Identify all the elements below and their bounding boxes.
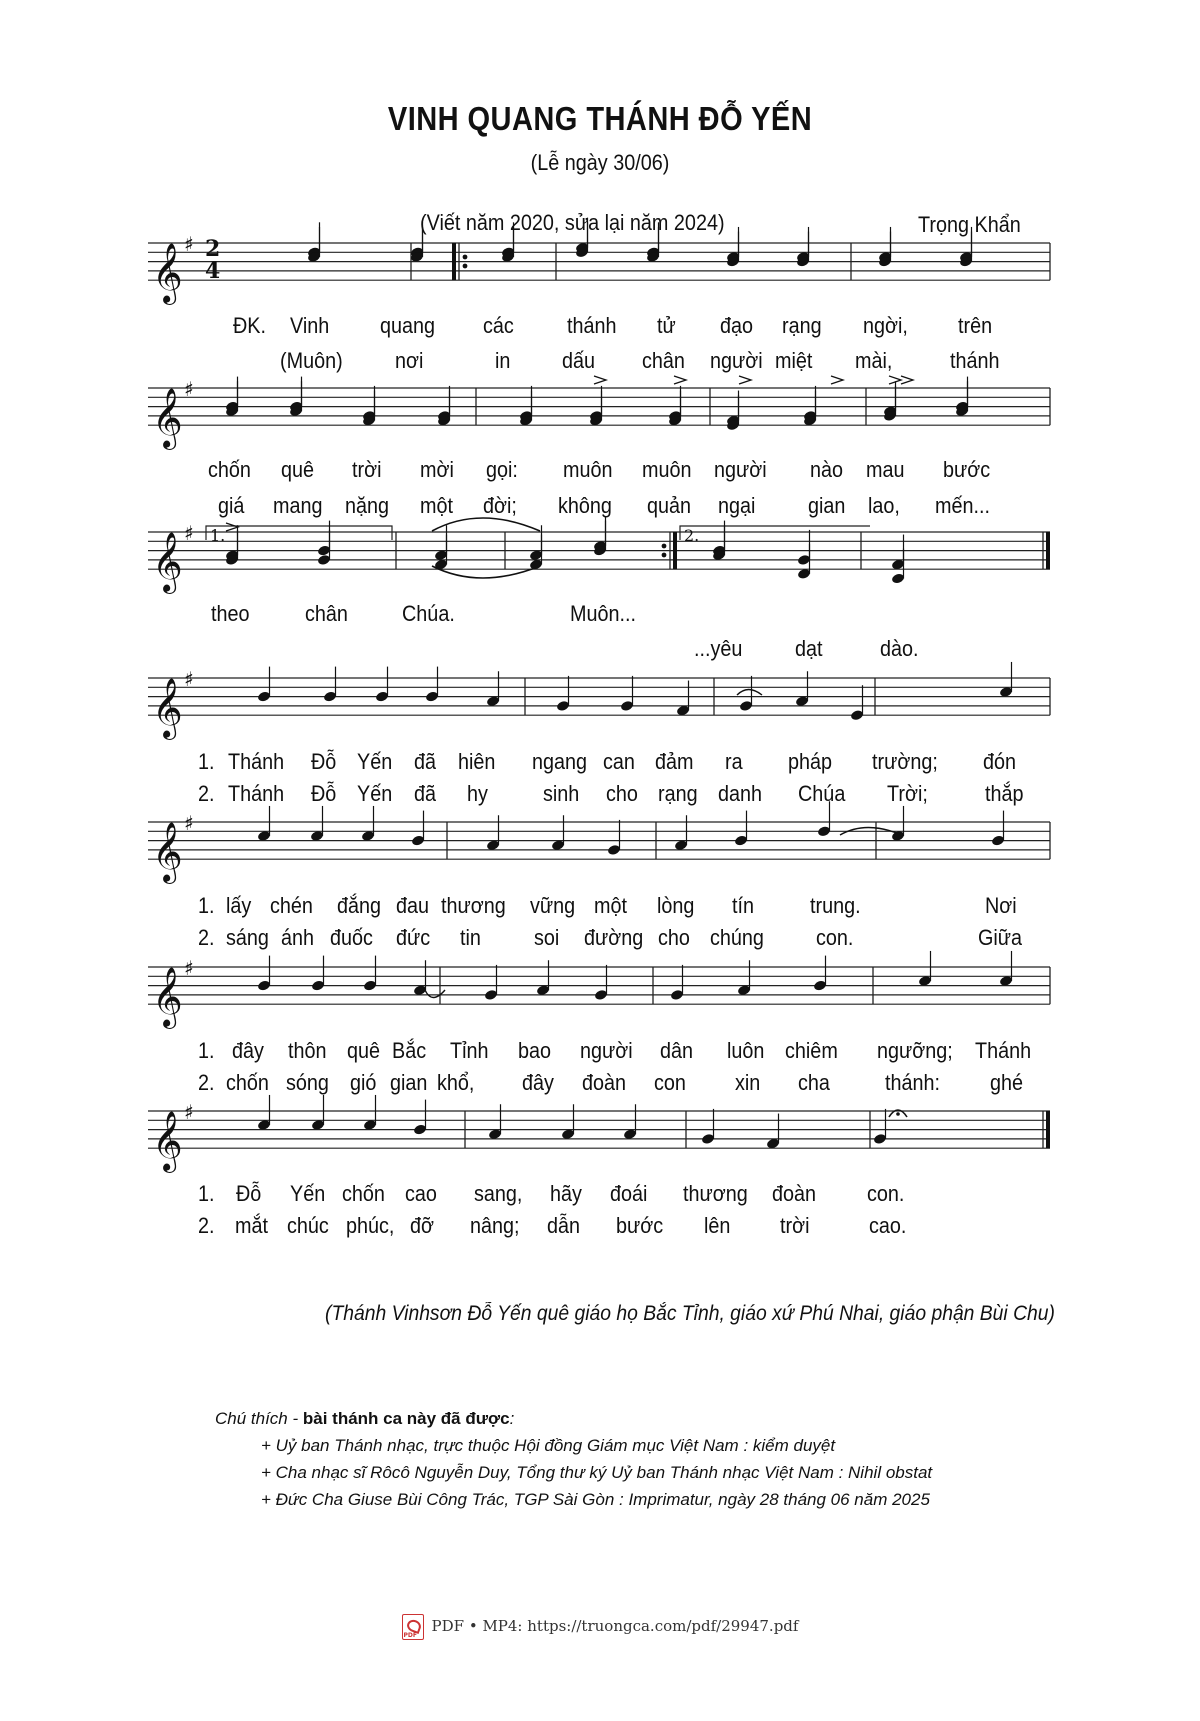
volta-2-label: 2. — [684, 526, 700, 545]
composer-name: Trọng Khẩn — [918, 212, 1021, 237]
lyric-word: sáng — [226, 925, 269, 950]
lyric-word: cao. — [869, 1213, 907, 1238]
lyric-word: 2. — [198, 781, 215, 806]
notes-label-bold: bài thánh ca này đã được — [302, 1409, 510, 1428]
accent-mark — [226, 523, 238, 531]
lyric-line — [0, 893, 1200, 923]
lyric-word: đạo — [720, 313, 754, 338]
lyric-word: Chúa. — [402, 601, 455, 626]
lyric-word: giá — [218, 493, 245, 518]
lyric-word: muôn — [563, 457, 613, 482]
lyric-word: thánh — [950, 348, 1000, 373]
lyric-word: cho — [606, 781, 638, 806]
lyric-line — [0, 925, 1200, 955]
lyric-word: đường — [584, 925, 644, 950]
lyric-word: trường; — [872, 749, 938, 774]
lyric-word: muôn — [642, 457, 692, 482]
lyric-word: nơi — [395, 348, 424, 373]
lyric-word: bước — [616, 1213, 664, 1238]
final-barline — [1046, 1111, 1050, 1148]
lyric-word: 2. — [198, 1070, 215, 1095]
lyric-word: đoàn — [772, 1181, 817, 1206]
lyric-word: sóng — [286, 1070, 329, 1095]
lyric-word: tin — [460, 925, 481, 950]
lyric-word: Nơi — [985, 893, 1017, 918]
lyric-word: đã — [414, 749, 437, 774]
lyric-line — [0, 1213, 1200, 1243]
lyric-word: quản — [647, 493, 692, 518]
treble-clef-icon: 𝄞 — [152, 678, 183, 739]
approval-item: + Uỷ ban Thánh nhạc, trực thuộc Hội đồng Giám mục Việt Nam : kiểm duyệt — [261, 1436, 836, 1455]
lyric-word: gọi: — [486, 457, 518, 482]
sharp-icon: ♯ — [184, 521, 194, 545]
lyric-word: ...yêu — [694, 636, 743, 661]
lyric-word: lòng — [657, 893, 695, 918]
lyric-word: ánh — [281, 925, 315, 950]
lyric-word: Thánh — [228, 781, 285, 806]
notes-heading — [215, 1405, 932, 1432]
lyric-word: thương — [441, 893, 506, 918]
approval-item: + Cha nhạc sĩ Rôcô Nguyễn Duy, Tổng thư ký Uỷ ban Thánh nhạc Việt Nam : Nihil obstat — [261, 1463, 933, 1482]
repeat-dot — [662, 553, 667, 558]
footer-text[interactable]: PDF • MP4: https://truongca.com/pdf/29947.pdf — [431, 1617, 799, 1635]
lyric-word: hy — [467, 781, 488, 806]
notes-label-end: : — [509, 1409, 515, 1428]
lyric-word: 1. — [198, 749, 215, 774]
lyric-word: 1. — [198, 1038, 215, 1063]
lyric-word: lao, — [868, 493, 900, 518]
treble-clef-icon: 𝄞 — [152, 967, 183, 1028]
lyric-word: Đỗ — [311, 781, 337, 806]
lyric-word: Đỗ — [236, 1181, 262, 1206]
lyric-word: in — [495, 348, 511, 373]
lyric-word: ghé — [990, 1070, 1024, 1095]
lyric-word: cao — [405, 1181, 437, 1206]
lyric-word: đuốc — [330, 925, 373, 950]
lyric-word: nào — [810, 457, 844, 482]
treble-clef-icon: 𝄞 — [152, 1111, 183, 1172]
lyric-word: đảm — [655, 749, 694, 774]
repeat-dot — [463, 264, 468, 269]
lyric-word: mời — [420, 457, 454, 482]
pdf-icon — [402, 1614, 424, 1640]
time-signature-top: 2 — [205, 236, 221, 262]
lyric-word: Tỉnh — [450, 1038, 489, 1063]
lyric-word: trời — [352, 457, 382, 482]
lyric-word: Thánh — [975, 1038, 1032, 1063]
lyric-word: chân — [305, 601, 348, 626]
lyric-word: can — [603, 749, 635, 774]
lyric-word: miệt — [775, 348, 813, 373]
lyric-word: Đỗ — [311, 749, 337, 774]
lyric-word: chúc — [287, 1213, 329, 1238]
lyric-line — [0, 348, 1200, 378]
lyric-word: hãy — [550, 1181, 582, 1206]
lyric-word: mài, — [855, 348, 893, 373]
lyric-word: ĐK. — [233, 313, 267, 338]
lyric-word: ngưỡng; — [877, 1038, 953, 1063]
lyric-word: Trời; — [887, 781, 928, 806]
sharp-icon: ♯ — [184, 811, 194, 835]
lyric-word: khổ, — [437, 1070, 475, 1095]
lyric-word: nặng — [345, 493, 390, 518]
treble-clef-icon: 𝄞 — [152, 388, 183, 449]
lyric-word: mến... — [935, 493, 991, 518]
lyric-word: con. — [816, 925, 854, 950]
lyric-word: trời — [780, 1213, 810, 1238]
lyric-word: người — [714, 457, 767, 482]
lyric-word: dấu — [562, 348, 596, 373]
lyric-line — [0, 601, 1200, 631]
lyric-line — [0, 313, 1200, 343]
lyric-word: tử — [657, 313, 676, 338]
lyric-word: người — [710, 348, 763, 373]
lyric-word: đón — [983, 749, 1017, 774]
time-signature-bottom: 4 — [205, 258, 221, 284]
lyric-word: rạng — [658, 781, 698, 806]
lyric-word: dân — [660, 1038, 694, 1063]
lyric-word: Yến — [357, 749, 393, 774]
lyric-word: nâng; — [470, 1213, 520, 1238]
footer-link[interactable] — [0, 1614, 1200, 1640]
lyric-word: trên — [958, 313, 993, 338]
lyric-word: mắt — [235, 1213, 269, 1238]
lyric-line — [0, 1038, 1200, 1068]
lyric-word: trung. — [810, 893, 861, 918]
notes-label: Chú thích - — [215, 1409, 303, 1428]
lyric-line — [0, 1181, 1200, 1211]
lyric-word: đoái — [610, 1181, 648, 1206]
lyric-word: đắng — [337, 893, 382, 918]
lyric-word: dào. — [880, 636, 919, 661]
lyric-word: mang — [273, 493, 323, 518]
lyric-word: thắp — [985, 781, 1024, 806]
lyric-word: đau — [396, 893, 430, 918]
lyric-word: chốn — [226, 1070, 269, 1095]
lyric-word: chiêm — [785, 1038, 838, 1063]
lyric-word: đức — [396, 925, 431, 950]
lyric-word: theo — [211, 601, 250, 626]
lyric-word: chốn — [208, 457, 251, 482]
lyric-word: mau — [866, 457, 905, 482]
lyric-word: chén — [270, 893, 313, 918]
lyric-word: 2. — [198, 925, 215, 950]
lyric-word: 2. — [198, 1213, 215, 1238]
lyric-word: Bắc — [392, 1038, 427, 1063]
tie — [432, 566, 540, 578]
volta-2-bracket — [680, 526, 870, 540]
lyric-word: Yến — [290, 1181, 326, 1206]
slur — [737, 690, 762, 696]
saint-footnote: (Thánh Vinhsơn Đỗ Yến quê giáo họ Bắc Tỉnh, giáo xứ Phú Nhai, giáo phận Bùi Chu) — [325, 1302, 1055, 1325]
lyric-word: xin — [735, 1070, 761, 1095]
lyric-line — [0, 457, 1200, 487]
lyric-line — [0, 749, 1200, 779]
lyric-word: chân — [642, 348, 685, 373]
lyric-line — [0, 1070, 1200, 1100]
lyric-word: một — [594, 893, 628, 918]
lyric-word: bao — [518, 1038, 552, 1063]
lyric-word: thương — [683, 1181, 748, 1206]
lyric-word: lên — [704, 1213, 731, 1238]
sharp-icon: ♯ — [184, 1100, 194, 1124]
lyric-word: các — [483, 313, 514, 338]
lyric-word: quê — [281, 457, 315, 482]
lyric-word: một — [420, 493, 454, 518]
lyric-word: không — [558, 493, 612, 518]
lyric-word: chúng — [710, 925, 764, 950]
volta-1-label: 1. — [210, 526, 226, 545]
lyric-word: rạng — [782, 313, 822, 338]
lyric-word: quê — [347, 1038, 381, 1063]
lyric-word: ngang — [532, 749, 588, 774]
lyric-word: vững — [530, 893, 576, 918]
lyric-word: luôn — [727, 1038, 765, 1063]
lyric-word: đây — [232, 1038, 264, 1063]
written-note: (Viết năm 2020, sửa lại năm 2024) — [420, 210, 725, 235]
lyric-word: Giữa — [978, 925, 1023, 950]
lyric-word: lấy — [226, 893, 252, 918]
feast-date: (Lễ ngày 30/06) — [530, 150, 670, 175]
sharp-icon: ♯ — [184, 377, 194, 401]
lyric-word: Yến — [357, 781, 393, 806]
approval-item: + Đức Cha Giuse Bùi Công Trác, TGP Sài Gòn : Imprimatur, ngày 28 tháng 06 năm 2025 — [261, 1490, 930, 1509]
lyric-word: cha — [798, 1070, 830, 1095]
lyric-line — [0, 781, 1200, 811]
treble-clef-icon: 𝄞 — [152, 822, 183, 883]
repeat-dot — [662, 544, 667, 549]
lyric-word: Thánh — [228, 749, 285, 774]
lyric-word: dạt — [795, 636, 823, 661]
lyric-word: sang, — [474, 1181, 523, 1206]
lyric-word: dẫn — [547, 1213, 581, 1238]
lyric-word: sinh — [543, 781, 580, 806]
lyric-word: con. — [867, 1181, 905, 1206]
lyric-word: tín — [732, 893, 755, 918]
lyric-word: pháp — [788, 749, 833, 774]
repeat-thick-bar — [673, 532, 677, 569]
sharp-icon: ♯ — [184, 232, 194, 256]
lyric-word: gian — [390, 1070, 428, 1095]
lyric-word: soi — [534, 925, 560, 950]
lyric-word: chốn — [342, 1181, 385, 1206]
repeat-thick-bar — [452, 243, 456, 280]
lyric-word: ngời, — [863, 313, 908, 338]
slur — [425, 990, 445, 998]
treble-clef-icon: 𝄞 — [152, 532, 183, 593]
lyric-word: Vinh — [290, 313, 330, 338]
lyric-word: thánh — [567, 313, 617, 338]
sharp-icon: ♯ — [184, 667, 194, 691]
lyric-word: Muôn... — [570, 601, 637, 626]
sharp-icon: ♯ — [184, 956, 194, 980]
lyric-word: đoàn — [582, 1070, 627, 1095]
lyric-word: thánh: — [885, 1070, 941, 1095]
lyric-word: con — [654, 1070, 686, 1095]
fermata-dot — [896, 1112, 900, 1116]
lyric-word: (Muôn) — [280, 348, 343, 373]
lyric-word: phúc, — [346, 1213, 395, 1238]
lyric-word: đời; — [483, 493, 517, 518]
lyric-word: 1. — [198, 893, 215, 918]
lyric-word: gian — [808, 493, 846, 518]
lyric-word: danh — [718, 781, 763, 806]
lyric-word: cho — [658, 925, 690, 950]
approval-notes — [215, 1405, 932, 1513]
lyric-word: hiên — [458, 749, 496, 774]
treble-clef-icon: 𝄞 — [152, 243, 183, 304]
lyric-word: đây — [522, 1070, 554, 1095]
lyric-word: đỡ — [410, 1213, 435, 1238]
lyric-word: người — [580, 1038, 633, 1063]
lyric-word: quang — [380, 313, 436, 338]
lyric-word: gió — [350, 1070, 377, 1095]
lyric-line — [0, 493, 1200, 523]
lyric-word: đã — [414, 781, 437, 806]
lyric-word: Chúa — [798, 781, 846, 806]
lyric-word: ra — [725, 749, 743, 774]
song-title: VINH QUANG THÁNH ĐỖ YẾN — [387, 100, 813, 137]
lyric-word: bước — [943, 457, 991, 482]
lyric-word: 1. — [198, 1181, 215, 1206]
lyric-word: ngại — [718, 493, 756, 518]
lyric-line — [0, 636, 1200, 666]
lyric-word: thôn — [288, 1038, 327, 1063]
repeat-dot — [463, 255, 468, 260]
final-barline — [1046, 532, 1050, 569]
